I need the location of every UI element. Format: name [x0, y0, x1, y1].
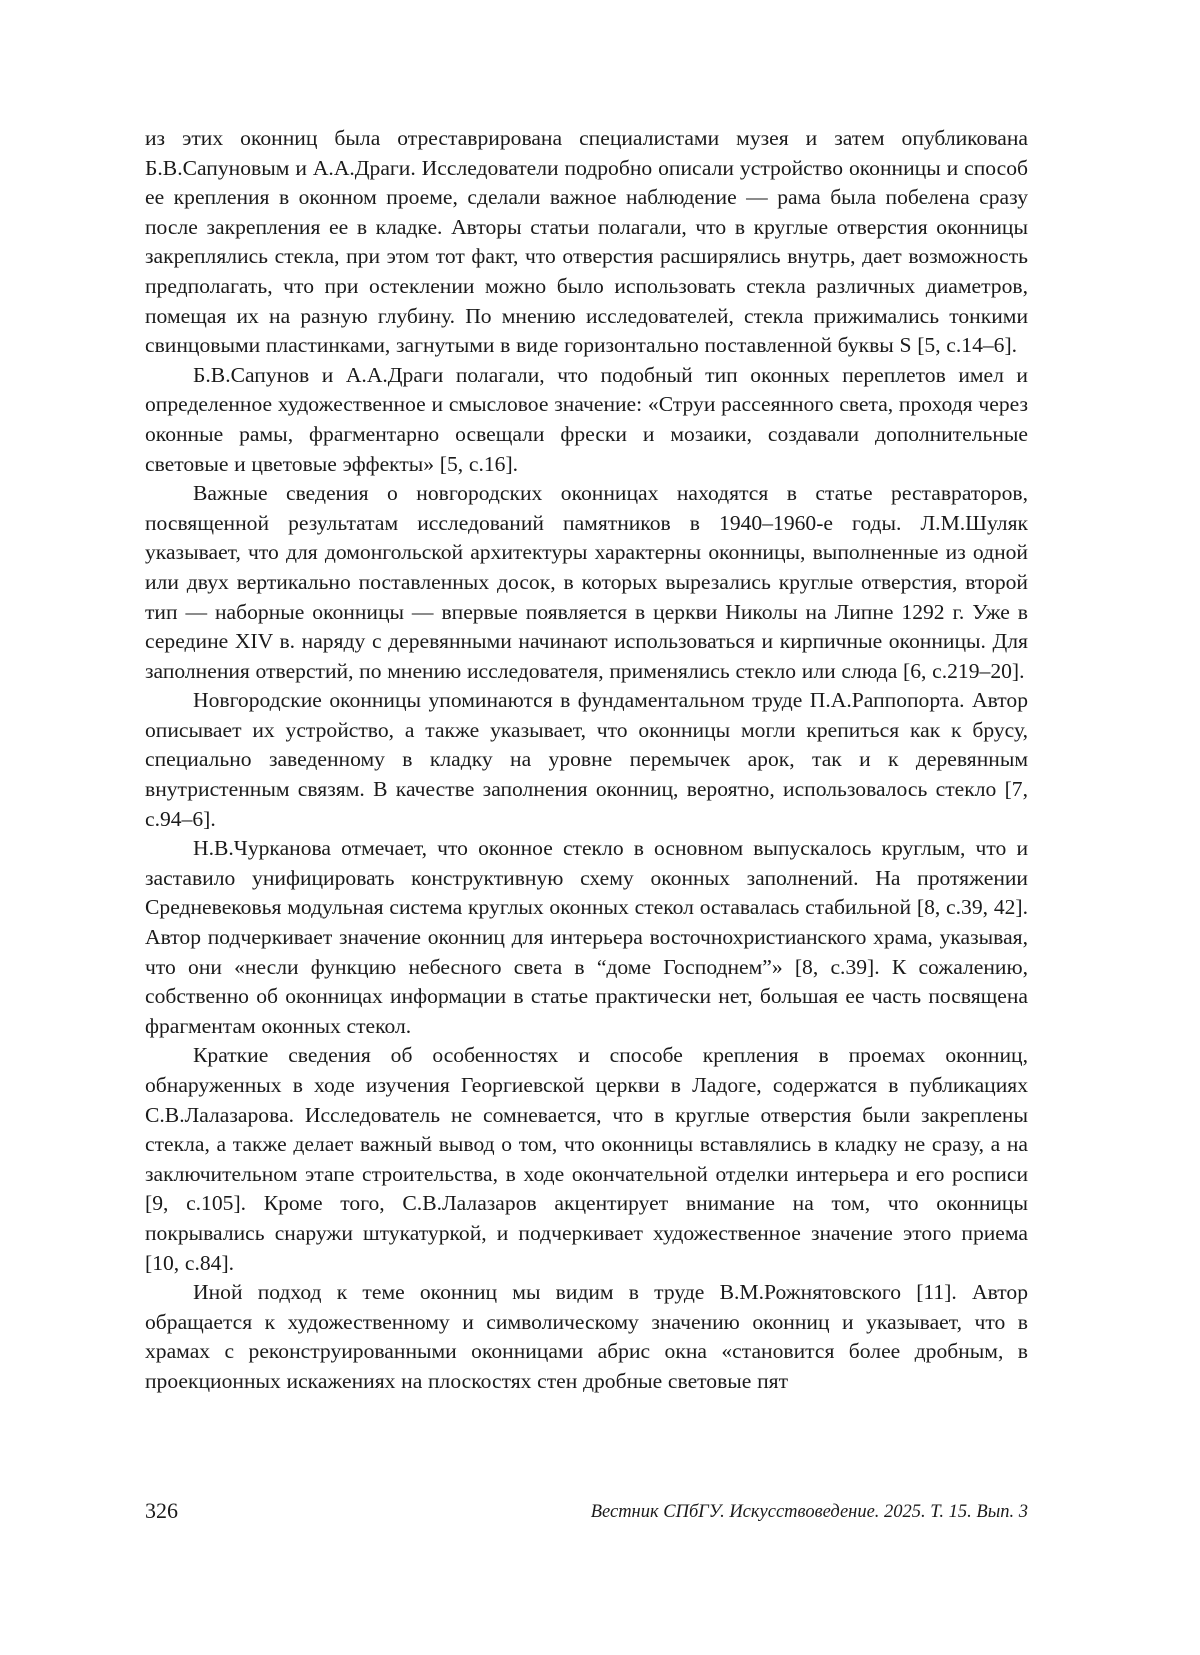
paragraph-sapunov-dragi: Б.В.Сапунов и А.А.Драги полагали, что подобный тип оконных переплетов имел и определенное художественное и смысловое значение: «Струи рассеянного света, проходя через оконные рамы, фрагментарно освещали фрески и мозаики, создавали дополнительные световые и цветовые эффекты» [5, с.16].: [145, 362, 1028, 476]
article-body: [145, 124, 1028, 1397]
paragraph-continued: из этих оконниц была отреставрирована специалистами музея и затем опубликована Б.В.Сапуновым и А.А.Драги. Исследователи подробно описали устройство оконницы и способ ее крепления в оконном проеме, сделали важное наблюдение — рама была побелена сразу после закрепления ее в кладке. Авторы статьи полагали, что в круглые отверстия оконницы закреплялись стекла, при этом тот факт, что отверстия расширялись внутрь, дает возможность предполагать, что при остеклении можно было использовать стекла различных диаметров, помещая их на разную глубину. По мнению исследователей, стекла прижимались тонкими свинцовыми пластинками, загнутыми в виде горизонтально поставленной буквы S [5, с.14–6].: [145, 126, 1028, 358]
paragraph-lalazarov: Краткие сведения об особенностях и способе крепления в проемах оконниц, обнаруженных в ходе изучения Георгиевской церкви в Ладоге, содержатся в публикациях С.В.Лалазарова. Исследователь не сомневается, что в круглые отверстия были закреплены стекла, а также делает важный вывод о том, что оконницы вставлялись в кладку не сразу, а на заключительном этапе строительства, в ходе окончательной отделки интерьера и его росписи [9, с.105]. Кроме того, С.В.Лалазаров акцентирует внимание на том, что оконницы покрывались снаружи штукатуркой, и подчеркивает художественное значение этого приема [10, с.84].: [145, 1043, 1028, 1275]
paragraph-novgorod-restorers: Важные сведения о новгородских оконницах находятся в статье реставраторов, посвященной результатам исследований памятников в 1940–1960-е годы. Л.М.Шуляк указывает, что для домонгольской архитектуры характерны оконницы, выполненные из одной или двух вертикально поставленных досок, в которых вырезались круглые отверстия, второй тип — наборные оконницы — впервые появляется в церкви Николы на Липне 1292 г. Уже в середине XIV в. наряду с деревянными начинают использоваться и кирпичные оконницы. Для заполнения отверстий, по мнению исследователя, применялись стекло или слюда [6, с.219–20].: [145, 481, 1028, 683]
paragraph-churkanova: Н.В.Чурканова отмечает, что оконное стекло в основном выпускалось круглым, что и заставило унифицировать конструктивную схему оконных заполнений. На протяжении Средневековья модульная система круглых оконных стекол оставалась стабильной [8, с.39, 42]. Автор подчеркивает значение оконниц для интерьера восточнохристианского храма, указывая, что они «несли функцию небесного света в “доме Господнем”» [8, с.39]. К сожалению, собственно об оконницах информации в статье практически нет, большая ее часть посвящена фрагментам оконных стекол.: [145, 836, 1028, 1038]
page-footer: [145, 1495, 1028, 1527]
page-number: 326: [145, 1498, 178, 1523]
paragraph-rozhnyatovsky: Иной подход к теме оконниц мы видим в труде В.М.Рожнятовского [11]. Автор обращается к художественному и символическому значению оконниц и указывает, что в храмах с реконструированными оконницами абрис окна «становится более дробным, в проекционных искажениях на плоскостях стен дробные световые пят: [145, 1280, 1028, 1393]
journal-running-title: Вестник СПбГУ. Искусствоведение. 2025. Т. 15. Вып. 3: [590, 1502, 1028, 1522]
paragraph-rappoport: Новгородские оконницы упоминаются в фундаментальном труде П.А.Раппопорта. Автор описывает их устройство, а также указывает, что оконницы могли крепиться как к брусу, специально заведенному в кладку на уровне перемычек арок, так и к деревянным внутристенным связям. В качестве заполнения оконниц, вероятно, использовалось стекло [7, с.94–6].: [145, 688, 1028, 831]
